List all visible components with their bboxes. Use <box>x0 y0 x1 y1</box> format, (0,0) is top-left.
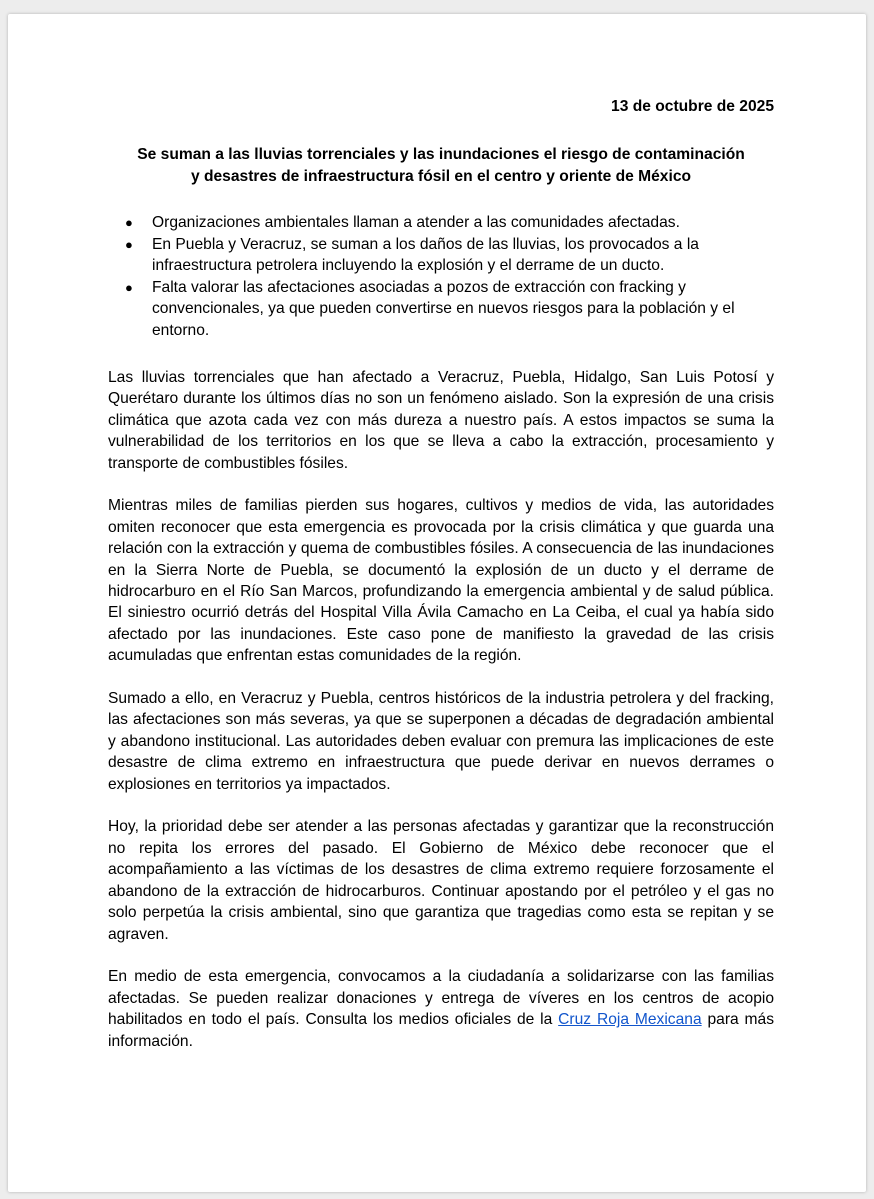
cruz-roja-link[interactable]: Cruz Roja Mexicana <box>558 1011 702 1029</box>
summary-bullet-list <box>108 212 774 341</box>
body-paragraph: Sumado a ello, en Veracruz y Puebla, centros históricos de la industria petrolera y del fracking, las afectaciones son más severas, ya que se superponen a décadas de degradación ambiental y abandono institucional. Las autoridades deben evaluar con premura las implicaciones de este desastre de clima extremo en infraestructura que puede derivar en nuevos derrames o explosiones en territorios ya impactados. <box>108 690 774 793</box>
title-line-1: Se suman a las lluvias torrenciales y las inundaciones el riesgo de contaminación <box>137 146 745 163</box>
body-text <box>108 367 774 1052</box>
body-paragraph: Mientras miles de familias pierden sus hogares, cultivos y medios de vida, las autoridades omiten reconocer que esta emergencia es provocada por la crisis climática y que guarda una relación con la extracción y quema de combustibles fósiles. A consecuencia de las inundaciones en la Sierra Norte de Puebla, se documentó la explosión de un ducto y el derrame de hidrocarburo en el Río San Marcos, profundizando la emergencia ambiental y de salud pública. El siniestro ocurrió detrás del Hospital Villa Ávila Camacho en La Ceiba, el cual ya había sido afectado por las inundaciones. Este caso pone de manifiesto la gravedad de las crisis acumuladas que enfrentan estas comunidades de la región. <box>108 497 774 665</box>
body-paragraph: Las lluvias torrenciales que han afectado a Veracruz, Puebla, Hidalgo, San Luis Potosí y Querétaro durante los últimos días no son un fenómeno aislado. Son la expresión de una crisis climática que azota cada vez con más dureza a nuestro país. A estos impactos se suma la vulnerabilidad de los territorios en los que se lleva a cabo la extracción, procesamiento y transporte de combustibles fósiles. <box>108 369 774 472</box>
bullet-text: En Puebla y Veracruz, se suman a los daños de las lluvias, los provocados a la infraestructura petrolera incluyendo la explosión y el derrame de un ducto. <box>152 235 699 274</box>
bullet-icon: ● <box>125 236 133 252</box>
bullet-item <box>108 277 774 342</box>
bullet-item <box>108 234 774 277</box>
bullet-icon: ● <box>125 279 133 295</box>
bullet-text: Organizaciones ambientales llaman a atender a las comunidades afectadas. <box>152 214 680 231</box>
document-page <box>8 14 866 1192</box>
document-content <box>108 96 774 1052</box>
title-line-2: y desastres de infraestructura fósil en el centro y oriente de México <box>190 168 692 185</box>
closing-paragraph <box>108 966 774 1052</box>
document-title <box>108 144 774 188</box>
bullet-icon: ● <box>125 215 133 230</box>
bullet-item <box>108 212 774 234</box>
body-paragraph: Hoy, la prioridad debe ser atender a las personas afectadas y garantizar que la reconstrucción no repita los errores del pasado. El Gobierno de México debe reconocer que el acompañamiento a las víctimas de los desastres de clima extremo requiere forzosamente el abandono de la extracción de hidrocarburos. Continuar apostando por el petróleo y el gas no solo perpetúa la crisis ambiental, sino que garantiza que tragedias como esta se repitan y se agraven. <box>108 818 774 943</box>
closing-text-after-link: para más información. <box>108 1011 775 1050</box>
bullet-text: Falta valorar las afectaciones asociadas a pozos de extracción con fracking y convencionales, ya que pueden convertirse en nuevos riesgos para la población y el entorno. <box>152 278 735 339</box>
document-date: 13 de octubre de 2025 <box>611 98 774 115</box>
closing-text-before-link: En medio de esta emergencia, convocamos a la ciudadanía a solidarizarse con las familias afectadas. Se pueden realizar donaciones y entrega de víveres en los centros de acopio habilitados en todo el país. Consulta los medios oficiales de la <box>108 968 774 1029</box>
